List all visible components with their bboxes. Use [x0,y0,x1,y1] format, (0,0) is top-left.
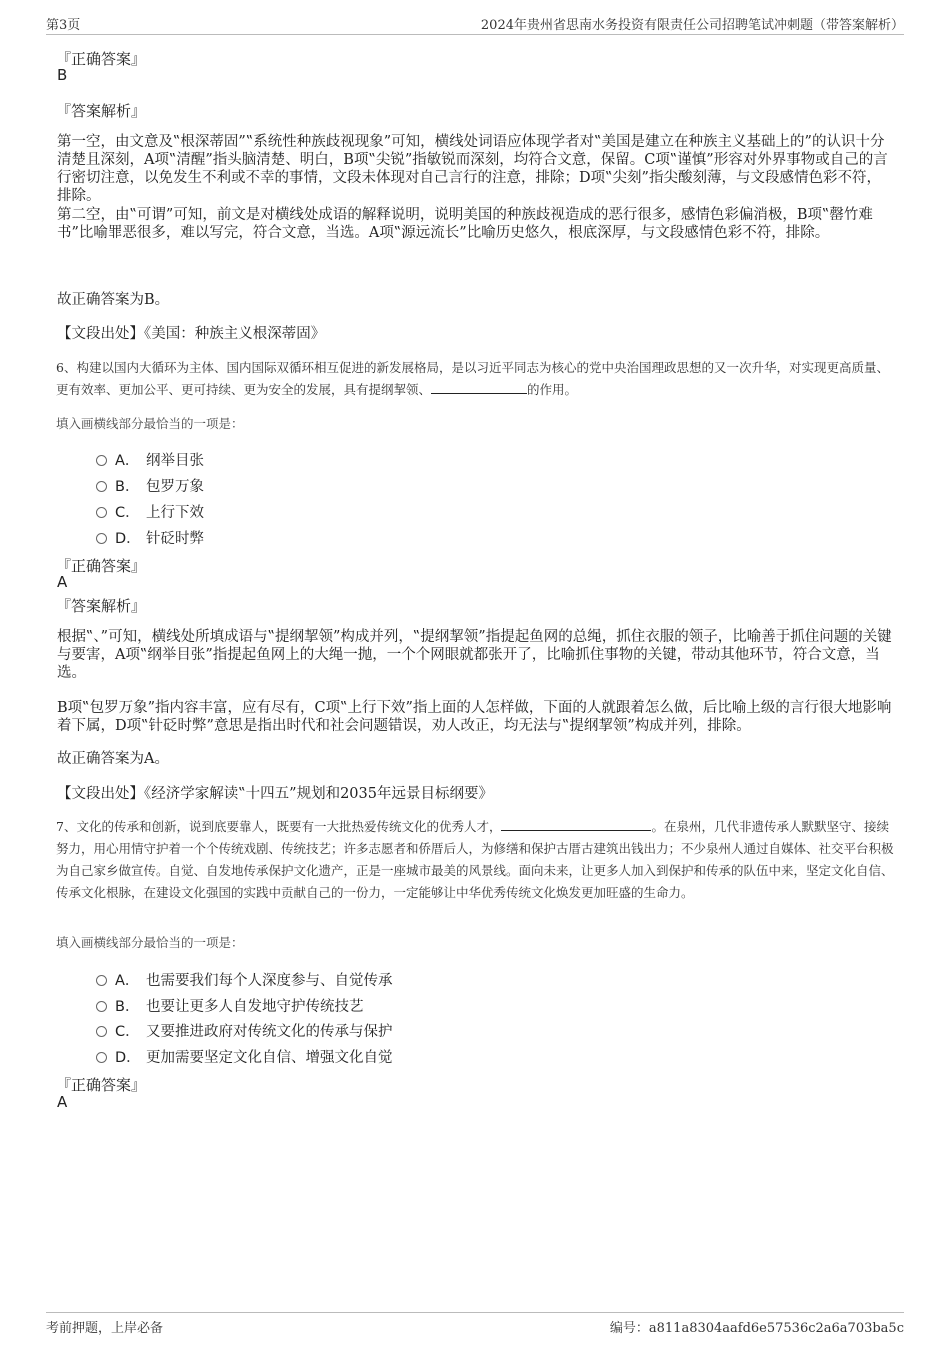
radio-button[interactable] [96,1026,107,1037]
document-title: 2024年贵州省思南水务投资有限责任公司招聘笔试冲刺题（带答案解析） [480,18,904,33]
analysis-conclusion: 故正确答案为B。 [57,292,170,308]
question-stem: 7、文化的传承和创新，说到底要靠人，既要有一大批热爱传统文化的优秀人才， 。在泉州，几代非遗传承人默默坚守、接续努力，用心用情守护着一个个传统戏剧、传统技艺；许多志愿者和侨厝后人，为修缮和保护古厝古建筑出钱出力；不少泉州人通过自媒体、社交平台积极为自己家乡做宣传。自觉、自发地传承保护文化遗产，正是一座城市最美的风景线。面向未来，让更多人加入到保护和传承的队伍中来，坚定文化自信、传承文化根脉，在建设文化强国的实践中贡献自己的一份力，一定能够让中华优秀传统文化焕发更加旺盛的生命力。 [56,819,894,900]
source-citation: 【文段出处】《经济学家解读‟十四五”规划和2035年远景目标纲要》 [57,786,493,802]
correct-answer-value: A [57,573,68,591]
analysis-paragraph: 第二空，由‟可谓”可知，前文是对横线处成语的解释说明，说明美国的种族歧视造成的恶行很多，感情色彩偏消极，B项‟罄竹难书”比喻罪恶很多，难以写完，符合文意，当选。A项‟源远流长”比喻历史悠久，根底深厚，与文段感情色彩不符，排除。 [57,207,873,241]
correct-answer-label: 『正确答案』 [56,50,147,68]
radio-button[interactable] [96,1001,107,1012]
analysis-label: 『答案解析』 [56,102,147,120]
radio-button[interactable] [96,507,107,518]
question-instruction: 填入画横线部分最恰当的一项是： [56,935,244,950]
question-instruction: 填入画横线部分最恰当的一项是： [56,416,244,431]
radio-button[interactable] [96,975,107,986]
correct-answer-value: B [57,66,68,84]
correct-answer-value: A [57,1093,68,1111]
radio-button[interactable] [96,455,107,466]
analysis-label: 『答案解析』 [56,597,147,615]
radio-button[interactable] [96,533,107,544]
analysis-conclusion: 故正确答案为A。 [57,751,169,767]
page-number: 第3页 [46,18,81,33]
analysis-paragraph: 第一空，由文意及‟根深蒂固”‟系统性种族歧视现象”可知，横线处词语应体现学者对‟美国是建立在种族主义基础上的”的认识十分清楚且深刻，A项‟清醒”指头脑清楚、明白，B项‟尖锐”指敏锐而深刻，均符合文意，保留。C项‟谨慎”形容对外界事物或自己的言行密切注意，以免发生不利或不幸的事情，文段未体现对自己言行的注意，排除；D项‟尖刻”指尖酸刻薄，与文段感情色彩不符，排除。 [57,134,888,204]
radio-button[interactable] [96,1052,107,1063]
question-stem: 6、构建以国内大循环为主体、国内国际双循环相互促进的新发展格局，是以习近平同志为核心的党中央治国理政思想的又一次升华，对实现更高质量、更有效率、更加公平、更可持续、更为安全的发展，具有提纲挈领、 的作用。 [56,360,889,397]
document-code: 编号：a811a8304aafd6e57536c2a6a703ba5c [609,1321,904,1336]
source-citation: 【文段出处】《美国：种族主义根深蒂固》 [57,326,326,342]
fill-blank [431,381,527,394]
page-header [46,14,904,35]
fill-blank [501,818,651,831]
correct-answer-label: 『正确答案』 [56,557,147,575]
correct-answer-label: 『正确答案』 [56,1076,147,1094]
footer-slogan: 考前押题，上岸必备 [46,1321,164,1336]
analysis-paragraph: B项‟包罗万象”指内容丰富，应有尽有，C项‟上行下效”指上面的人怎样做，下面的人就跟着怎么做，后比喻上级的言行很大地影响着下属，D项‟针砭时弊”意思是指出时代和社会问题错误，劝人改正，均无法与‟提纲挈领”构成并列，排除。 [57,700,892,734]
analysis-paragraph: 根据‟、”可知，横线处所填成语与‟提纲挈领”构成并列，‟提纲挈领”指提起鱼网的总绳，抓住衣服的领子，比喻善于抓住问题的关键与要害，A项‟纲举目张”指提起鱼网上的大绳一抛，一个个网眼就都张开了，比喻抓住事物的关键，带动其他环节，符合文意，当选。 [57,629,892,681]
page-footer [46,1312,904,1339]
radio-button[interactable] [96,481,107,492]
